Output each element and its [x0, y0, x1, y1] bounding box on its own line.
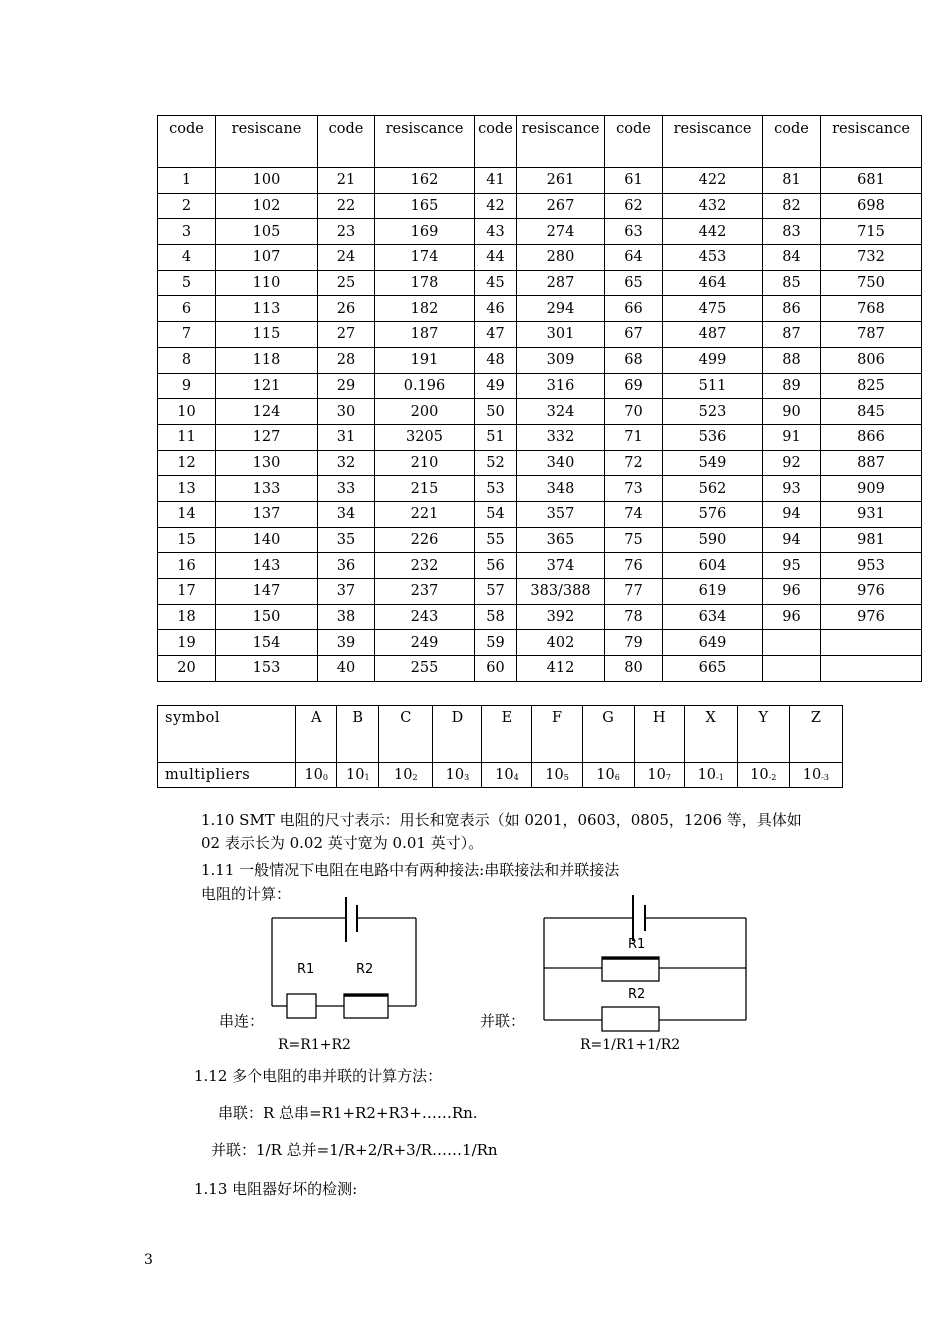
code-table-header-cell: resiscance [663, 116, 763, 168]
series-formula: R=R1+R2 [278, 1037, 351, 1053]
symbol-label: symbol [158, 706, 296, 763]
table-cell: 4 [158, 245, 216, 271]
table-cell: 95 [763, 553, 821, 579]
table-cell: 523 [663, 399, 763, 425]
series-r1-label: R1 [297, 962, 315, 977]
table-cell: 768 [821, 296, 922, 322]
table-cell: 72 [605, 450, 663, 476]
code-table-header-cell: code [158, 116, 216, 168]
symbol-cell: H [634, 706, 684, 763]
table-cell: 255 [375, 656, 475, 682]
table-cell: 76 [605, 553, 663, 579]
table-cell: 88 [763, 347, 821, 373]
symbol-cell: Z [789, 706, 842, 763]
series-r2-label: R2 [356, 962, 374, 977]
table-cell: 124 [216, 399, 318, 425]
table-cell: 287 [517, 270, 605, 296]
table-cell: 357 [517, 501, 605, 527]
table-cell: 280 [517, 245, 605, 271]
series-calc: 串联：R 总串=R1+R2+R3+……Rn. [218, 1104, 478, 1122]
multiplier-exponent: 2 [412, 773, 418, 782]
parallel-r1-resistor [602, 957, 659, 981]
code-table-header-cell: resiscane [216, 116, 318, 168]
table-cell: 46 [475, 296, 517, 322]
multiplier-base: 10 [802, 767, 822, 783]
multiplier-base: 10 [394, 767, 413, 783]
table-cell: 25 [318, 270, 375, 296]
multiplier-exponent: 0 [322, 773, 328, 782]
table-cell: 82 [763, 193, 821, 219]
multiplier-base: 10 [445, 767, 465, 783]
table-cell: 84 [763, 245, 821, 271]
table-cell: 267 [517, 193, 605, 219]
table-cell: 665 [663, 656, 763, 682]
symbol-cell: D [433, 706, 482, 763]
table-cell: 348 [517, 476, 605, 502]
table-cell: 65 [605, 270, 663, 296]
table-cell: 36 [318, 553, 375, 579]
table-cell: 34 [318, 501, 375, 527]
table-cell: 94 [763, 527, 821, 553]
section-1-10-line2: 02 表示长为 0.02 英寸宽为 0.01 英寸）。 [201, 834, 484, 852]
table-cell: 165 [375, 193, 475, 219]
table-cell: 215 [375, 476, 475, 502]
table-cell: 105 [216, 219, 318, 245]
multiplier-exponent: -3 [821, 773, 830, 782]
table-cell: 75 [605, 527, 663, 553]
section-1-12: 1.12 多个电阻的串并联的计算方法： [194, 1067, 443, 1085]
symbol-cell: X [684, 706, 737, 763]
table-cell: 73 [605, 476, 663, 502]
code-table-header-cell: code [318, 116, 375, 168]
table-cell: 16 [158, 553, 216, 579]
multiplier-base: 10 [545, 767, 564, 783]
parallel-formula: R=1/R1+1/R2 [580, 1037, 681, 1053]
table-cell: 100 [216, 168, 318, 194]
table-cell: 402 [517, 630, 605, 656]
code-table-header-cell: code [475, 116, 517, 168]
table-cell: 90 [763, 399, 821, 425]
table-cell: 374 [517, 553, 605, 579]
table-cell: 18 [158, 604, 216, 630]
table-cell: 9 [158, 373, 216, 399]
table-cell: 57 [475, 579, 517, 605]
table-cell: 976 [821, 579, 922, 605]
section-1-10-line1: 1.10 SMT 电阻的尺寸表示：用长和宽表示（如 0201，0603，0805，1206 等，具体如 [201, 811, 802, 829]
table-cell: 38 [318, 604, 375, 630]
table-cell: 96 [763, 604, 821, 630]
calc-label: 电阻的计算： [201, 885, 292, 903]
table-cell: 150 [216, 604, 318, 630]
series-circuit [272, 897, 416, 1018]
table-cell: 604 [663, 553, 763, 579]
table-cell: 22 [318, 193, 375, 219]
table-cell: 79 [605, 630, 663, 656]
table-cell: 62 [605, 193, 663, 219]
table-cell: 562 [663, 476, 763, 502]
table-cell: 14 [158, 501, 216, 527]
table-cell: 21 [318, 168, 375, 194]
multiplier-exponent: -2 [768, 773, 777, 782]
section-1-13: 1.13 电阻器好坏的检测: [194, 1180, 358, 1198]
table-cell: 91 [763, 424, 821, 450]
table-cell: 56 [475, 553, 517, 579]
table-cell: 26 [318, 296, 375, 322]
table-cell: 64 [605, 245, 663, 271]
section-1-11: 1.11 一般情况下电阻在电路中有两种接法:串联接法和并联接法 [201, 861, 620, 879]
table-cell: 806 [821, 347, 922, 373]
parallel-r1-label: R1 [628, 937, 646, 952]
table-cell: 87 [763, 322, 821, 348]
table-cell: 39 [318, 630, 375, 656]
code-table-header-cell: code [763, 116, 821, 168]
table-cell: 953 [821, 553, 922, 579]
multiplier-base: 10 [495, 767, 514, 783]
table-cell: 49 [475, 373, 517, 399]
table-cell: 294 [517, 296, 605, 322]
table-cell: 33 [318, 476, 375, 502]
table-cell: 77 [605, 579, 663, 605]
table-cell: 92 [763, 450, 821, 476]
parallel-circuit [544, 895, 746, 1031]
series-r1-resistor [287, 994, 316, 1018]
parallel-calc: 并联：1/R 总并=1/R+2/R+3/R……1/Rn [211, 1141, 498, 1159]
table-cell: 178 [375, 270, 475, 296]
table-cell: 301 [517, 322, 605, 348]
table-cell: 10 [158, 399, 216, 425]
table-cell: 981 [821, 527, 922, 553]
multiplier-base: 10 [304, 767, 323, 783]
table-cell: 118 [216, 347, 318, 373]
table-cell: 3 [158, 219, 216, 245]
table-cell: 44 [475, 245, 517, 271]
table-cell: 681 [821, 168, 922, 194]
table-cell: 24 [318, 245, 375, 271]
table-cell: 453 [663, 245, 763, 271]
table-cell: 133 [216, 476, 318, 502]
multiplier-base: 10 [647, 767, 666, 783]
table-cell: 140 [216, 527, 318, 553]
table-cell: 0.196 [375, 373, 475, 399]
symbol-cell: B [337, 706, 379, 763]
table-cell: 464 [663, 270, 763, 296]
table-cell: 127 [216, 424, 318, 450]
table-cell: 121 [216, 373, 318, 399]
symbol-cell: E [482, 706, 532, 763]
table-cell: 113 [216, 296, 318, 322]
multiplier-exponent: 1 [364, 773, 370, 782]
table-cell: 576 [663, 501, 763, 527]
table-cell: 137 [216, 501, 318, 527]
table-cell: 143 [216, 553, 318, 579]
table-cell: 511 [663, 373, 763, 399]
table-cell: 243 [375, 604, 475, 630]
table-cell: 12 [158, 450, 216, 476]
table-cell: 698 [821, 193, 922, 219]
table-cell: 28 [318, 347, 375, 373]
table-cell: 316 [517, 373, 605, 399]
table-cell: 55 [475, 527, 517, 553]
symbol-cell: Y [737, 706, 789, 763]
table-cell: 54 [475, 501, 517, 527]
table-cell: 153 [216, 656, 318, 682]
table-cell: 5 [158, 270, 216, 296]
parallel-r2-resistor [602, 1007, 659, 1031]
table-cell: 1 [158, 168, 216, 194]
table-cell: 887 [821, 450, 922, 476]
table-cell: 187 [375, 322, 475, 348]
table-cell: 332 [517, 424, 605, 450]
table-cell: 787 [821, 322, 922, 348]
table-cell: 78 [605, 604, 663, 630]
series-r2-resistor [344, 994, 388, 1018]
table-cell: 29 [318, 373, 375, 399]
table-cell: 30 [318, 399, 375, 425]
table-cell: 750 [821, 270, 922, 296]
table-cell: 619 [663, 579, 763, 605]
table-cell: 40 [318, 656, 375, 682]
table-cell: 74 [605, 501, 663, 527]
table-cell: 866 [821, 424, 922, 450]
table-cell: 107 [216, 245, 318, 271]
code-table-header-cell: resiscance [375, 116, 475, 168]
table-cell: 845 [821, 399, 922, 425]
table-cell: 365 [517, 527, 605, 553]
table-cell: 52 [475, 450, 517, 476]
table-cell: 13 [158, 476, 216, 502]
table-cell: 274 [517, 219, 605, 245]
multiplier-base: 10 [345, 767, 365, 783]
table-cell: 2 [158, 193, 216, 219]
table-cell: 715 [821, 219, 922, 245]
table-cell: 93 [763, 476, 821, 502]
multiplier-base: 10 [750, 767, 769, 783]
table-cell: 43 [475, 219, 517, 245]
symbol-cell: G [582, 706, 634, 763]
table-cell: 23 [318, 219, 375, 245]
table-cell: 422 [663, 168, 763, 194]
table-cell: 549 [663, 450, 763, 476]
table-cell: 53 [475, 476, 517, 502]
table-cell: 226 [375, 527, 475, 553]
table-cell: 931 [821, 501, 922, 527]
table-cell: 825 [821, 373, 922, 399]
table-cell: 392 [517, 604, 605, 630]
table-cell: 89 [763, 373, 821, 399]
table-cell: 42 [475, 193, 517, 219]
table-cell: 45 [475, 270, 517, 296]
table-cell: 102 [216, 193, 318, 219]
parallel-label: 并联： [480, 1012, 526, 1030]
table-cell: 66 [605, 296, 663, 322]
code-table-header-cell: resiscance [821, 116, 922, 168]
table-cell: 154 [216, 630, 318, 656]
table-cell: 130 [216, 450, 318, 476]
table-cell: 47 [475, 322, 517, 348]
table-cell: 71 [605, 424, 663, 450]
table-cell: 590 [663, 527, 763, 553]
table-cell: 81 [763, 168, 821, 194]
multiplier-exponent: 5 [563, 773, 569, 782]
table-cell: 174 [375, 245, 475, 271]
table-cell: 68 [605, 347, 663, 373]
table-cell: 340 [517, 450, 605, 476]
table-cell: 59 [475, 630, 517, 656]
table-cell: 31 [318, 424, 375, 450]
code-table-header-cell: resiscance [517, 116, 605, 168]
table-cell: 48 [475, 347, 517, 373]
table-cell: 85 [763, 270, 821, 296]
table-cell: 732 [821, 245, 922, 271]
multiplier-base: 10 [596, 767, 615, 783]
table-cell: 162 [375, 168, 475, 194]
table-cell: 7 [158, 322, 216, 348]
table-cell: 51 [475, 424, 517, 450]
table-cell: 80 [605, 656, 663, 682]
table-cell: 487 [663, 322, 763, 348]
table-cell: 200 [375, 399, 475, 425]
table-cell: 50 [475, 399, 517, 425]
table-cell: 67 [605, 322, 663, 348]
table-cell: 536 [663, 424, 763, 450]
table-cell: 649 [663, 630, 763, 656]
table-cell: 383/388 [517, 579, 605, 605]
table-cell: 147 [216, 579, 318, 605]
table-cell: 27 [318, 322, 375, 348]
table-cell: 432 [663, 193, 763, 219]
table-cell: 61 [605, 168, 663, 194]
multipliers-label: multipliers [158, 763, 296, 788]
table-cell: 237 [375, 579, 475, 605]
table-cell: 499 [663, 347, 763, 373]
code-table-header-cell: code [605, 116, 663, 168]
table-cell: 11 [158, 424, 216, 450]
table-cell: 261 [517, 168, 605, 194]
series-label: 串连： [219, 1012, 265, 1030]
multiplier-base: 10 [697, 767, 717, 783]
table-cell: 15 [158, 527, 216, 553]
symbol-cell: A [296, 706, 337, 763]
symbol-cell: C [379, 706, 433, 763]
table-cell: 634 [663, 604, 763, 630]
table-cell: 94 [763, 501, 821, 527]
table-cell: 35 [318, 527, 375, 553]
table-cell: 249 [375, 630, 475, 656]
symbol-cell: F [532, 706, 582, 763]
table-cell: 41 [475, 168, 517, 194]
table-cell: 309 [517, 347, 605, 373]
multiplier-exponent: 7 [665, 773, 671, 782]
table-cell: 6 [158, 296, 216, 322]
parallel-r2-label: R2 [628, 987, 646, 1002]
multiplier-exponent: 3 [464, 773, 470, 782]
table-cell: 909 [821, 476, 922, 502]
table-cell: 442 [663, 219, 763, 245]
table-cell: 3205 [375, 424, 475, 450]
table-cell: 19 [158, 630, 216, 656]
table-cell: 96 [763, 579, 821, 605]
table-cell: 37 [318, 579, 375, 605]
table-cell: 191 [375, 347, 475, 373]
page-number: 3 [144, 1252, 153, 1268]
table-cell: 324 [517, 399, 605, 425]
table-cell: 70 [605, 399, 663, 425]
table-cell: 17 [158, 579, 216, 605]
table-cell: 58 [475, 604, 517, 630]
table-cell: 169 [375, 219, 475, 245]
multiplier-exponent: 6 [614, 773, 620, 782]
table-cell: 83 [763, 219, 821, 245]
table-cell: 86 [763, 296, 821, 322]
table-cell: 475 [663, 296, 763, 322]
table-cell: 63 [605, 219, 663, 245]
table-cell: 110 [216, 270, 318, 296]
table-cell: 232 [375, 553, 475, 579]
table-cell: 20 [158, 656, 216, 682]
table-cell: 182 [375, 296, 475, 322]
table-cell: 221 [375, 501, 475, 527]
multiplier-exponent: 4 [513, 773, 519, 782]
table-cell: 69 [605, 373, 663, 399]
table-cell: 8 [158, 347, 216, 373]
table-cell: 412 [517, 656, 605, 682]
table-cell: 60 [475, 656, 517, 682]
table-cell: 976 [821, 604, 922, 630]
table-cell: 115 [216, 322, 318, 348]
table-cell: 210 [375, 450, 475, 476]
multiplier-exponent: -1 [716, 773, 724, 782]
table-cell: 32 [318, 450, 375, 476]
